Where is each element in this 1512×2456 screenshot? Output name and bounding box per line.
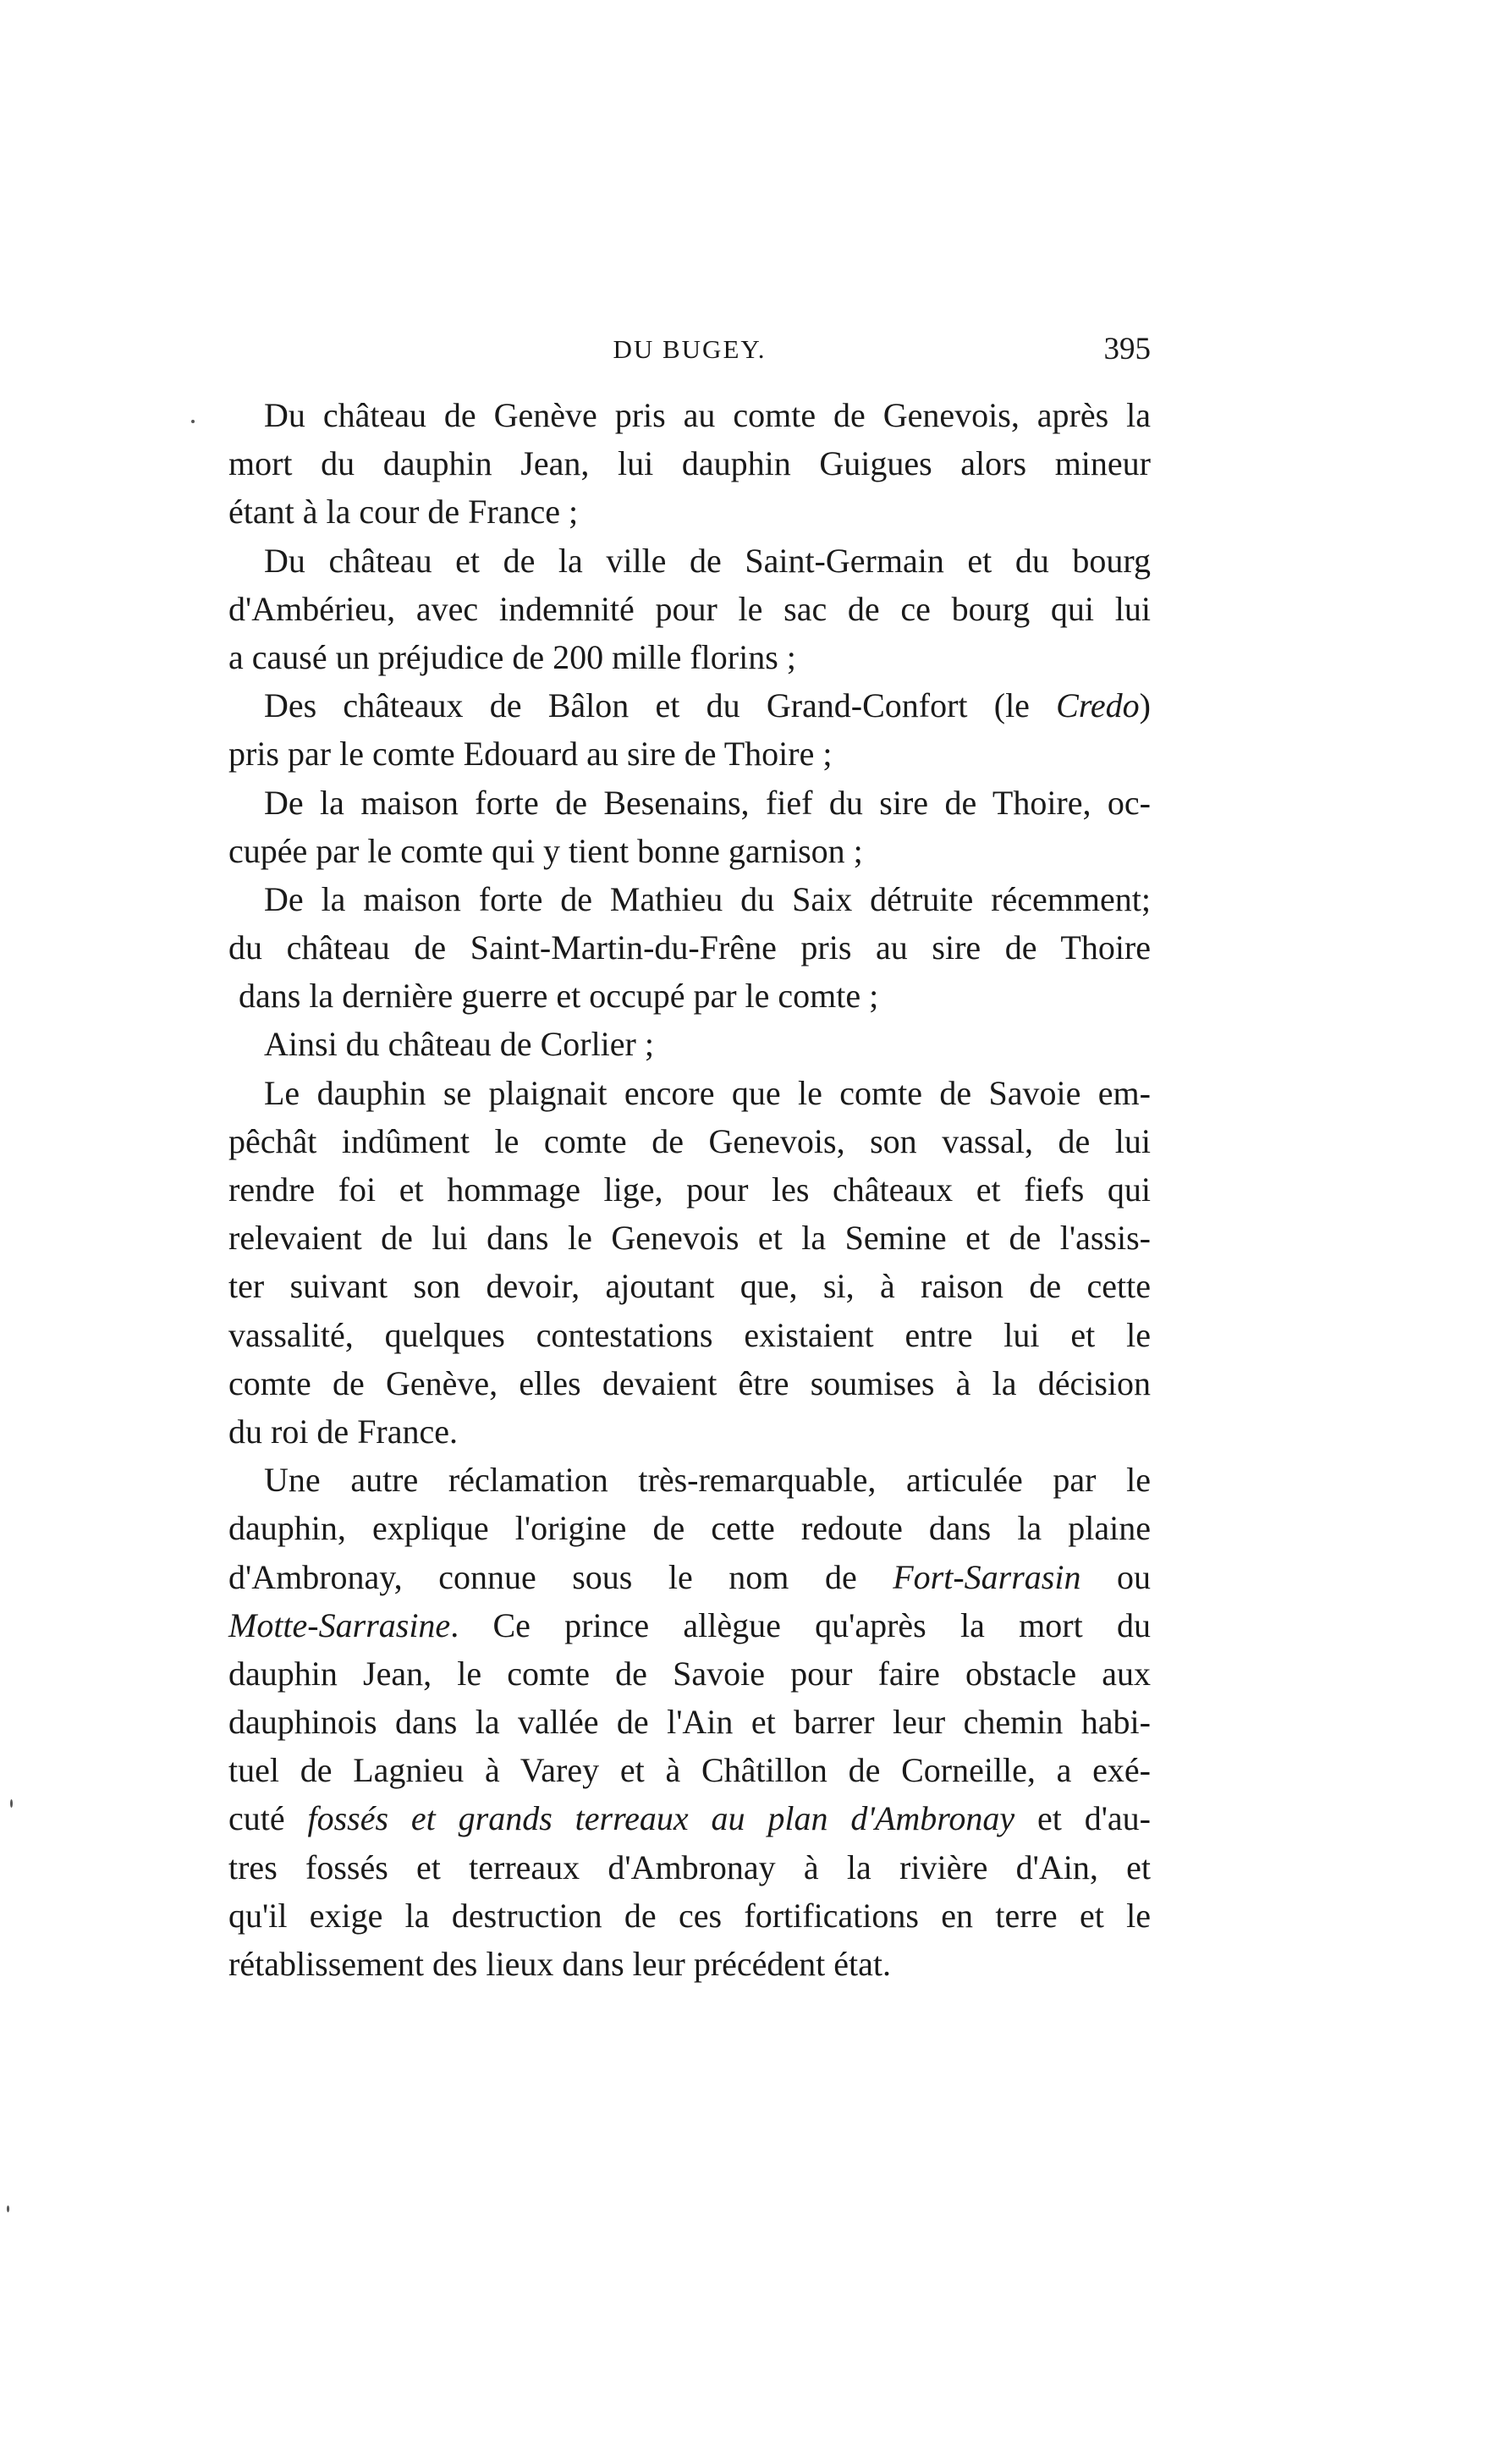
text-line: Du château et de la ville de Saint-Germain et du bourg xyxy=(264,541,1151,580)
text-line: De la maison forte de Besenains, fief du sire de Thoire, oc- xyxy=(264,783,1151,822)
text-line: Le dauphin se plaignait encore que le comte de Savoie em- xyxy=(264,1073,1151,1112)
text-line xyxy=(228,1553,1151,1601)
text-line: vassalité, quelques contestations existaient entre lui et le xyxy=(228,1315,1151,1354)
text-line: du château de Saint-Martin-du-Frêne pris au sire de Thoire xyxy=(228,928,1151,967)
text-line: rendre foi et hommage lige, pour les châteaux et fiefs qui xyxy=(228,1170,1151,1209)
text-line xyxy=(228,1794,1151,1842)
text-line: pêchât indûment le comte de Genevois, son vassal, de lui xyxy=(228,1121,1151,1160)
text-run: . Ce prince allègue qu'après la mort du xyxy=(450,1605,1151,1644)
text-run: et d'au- xyxy=(1014,1799,1152,1838)
page-number: 395 xyxy=(1103,332,1151,366)
text-line: comte de Genève, elles devaient être soumises à la décision xyxy=(228,1363,1151,1402)
text-line: qu'il exige la destruction de ces fortifications en terre et le xyxy=(228,1896,1151,1935)
text-line: relevaient de lui dans le Genevois et la Semine et de l'assis- xyxy=(228,1219,1151,1258)
text-run: d'Ambronay, connue sous le nom de xyxy=(228,1557,893,1596)
italic-run: fossés et grands terreaux au plan d'Ambronay xyxy=(307,1799,1015,1838)
text-line: dans la dernière guerre et occupé par le comte ; xyxy=(239,977,879,1016)
text-run: Des châteaux de Bâlon et du Grand-Confort (le xyxy=(264,686,1057,725)
text-run: cuté xyxy=(228,1799,308,1838)
scan-speck xyxy=(191,420,195,423)
text-line: ter suivant son devoir, ajoutant que, si, à raison de cette xyxy=(228,1267,1151,1306)
body-text xyxy=(228,391,1151,1988)
text-run: ) xyxy=(1139,686,1151,725)
text-line: tres fossés et terreaux d'Ambronay à la rivière d'Ain, et xyxy=(228,1848,1151,1886)
text-line: De la maison forte de Mathieu du Saix détruite récemment; xyxy=(264,879,1151,918)
italic-run: Credo xyxy=(1056,686,1140,725)
text-line: dauphin Jean, le comte de Savoie pour faire obstacle aux xyxy=(228,1654,1151,1693)
text-line: tuel de Lagnieu à Varey et à Châtillon de Corneille, a exé- xyxy=(228,1751,1151,1790)
text-line: dauphin, explique l'origine de cette redoute dans la plaine xyxy=(228,1509,1151,1548)
text-line: dauphinois dans la vallée de l'Ain et barrer leur chemin habi- xyxy=(228,1703,1151,1742)
text-line: Du château de Genève pris au comte de Genevois, après la xyxy=(264,396,1151,434)
text-line: étant à la cour de France ; xyxy=(228,493,579,531)
italic-run: Fort-Sarrasin xyxy=(893,1557,1081,1596)
text-line xyxy=(228,681,1151,730)
running-head xyxy=(228,334,1151,377)
text-line: du roi de France. xyxy=(228,1412,459,1451)
scan-speck xyxy=(10,1799,13,1808)
text-line xyxy=(228,1601,1151,1649)
text-line: Ainsi du château de Corlier ; xyxy=(264,1025,654,1064)
scan-speck xyxy=(7,2205,9,2212)
text-line: a causé un préjudice de 200 mille florins ; xyxy=(228,637,796,676)
text-line: rétablissement des lieux dans leur précédent état. xyxy=(228,1945,892,1983)
italic-run: Motte-Sarrasine xyxy=(228,1605,451,1644)
text-line: mort du dauphin Jean, lui dauphin Guigues alors mineur xyxy=(228,444,1151,483)
text-line: cupée par le comte qui y tient bonne garnison ; xyxy=(228,831,863,870)
text-run: ou xyxy=(1080,1557,1152,1596)
text-line: d'Ambérieu, avec indemnité pour le sac de ce bourg qui lui xyxy=(228,589,1151,628)
text-line: pris par le comte Edouard au sire de Thoire ; xyxy=(228,735,833,774)
text-line: Une autre réclamation très-remarquable, articulée par le xyxy=(264,1461,1151,1500)
running-title: DU BUGEY. xyxy=(613,334,767,364)
